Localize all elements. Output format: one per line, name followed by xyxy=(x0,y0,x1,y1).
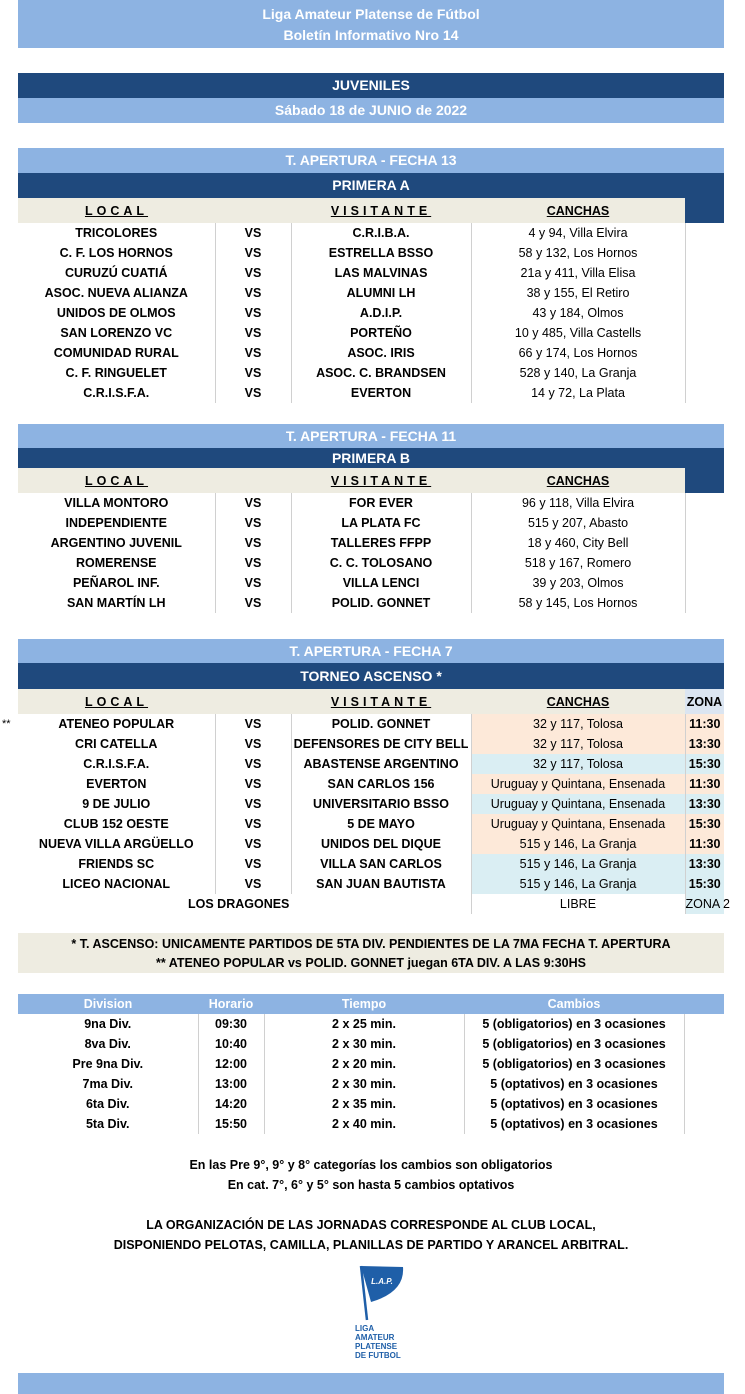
local-team: UNIDOS DE OLMOS xyxy=(18,303,215,323)
canchas-header: CANCHAS xyxy=(471,468,685,493)
local-team: CLUB 152 OESTE xyxy=(18,814,215,834)
libre-zona: ZONA 2 xyxy=(685,894,724,914)
primera-b-fixture-table xyxy=(18,468,724,613)
vs-label: VS xyxy=(215,854,291,874)
canchas-header: CANCHAS xyxy=(471,689,685,714)
visitante-header: VISITANTE xyxy=(291,468,471,493)
cancha-address: 58 y 132, Los Hornos xyxy=(471,243,685,263)
cancha-address: 58 y 145, Los Hornos xyxy=(471,593,685,613)
visiting-team: ASOC. IRIS xyxy=(291,343,471,363)
local-team: CURUZÚ CUATIÁ xyxy=(18,263,215,283)
cancha-address: Uruguay y Quintana, Ensenada xyxy=(471,814,685,834)
cancha-address: 43 y 184, Olmos xyxy=(471,303,685,323)
cancha-address: 515 y 207, Abasto xyxy=(471,513,685,533)
vs-label: VS xyxy=(215,513,291,533)
cancha-address: 18 y 460, City Bell xyxy=(471,533,685,553)
match-time: 11:30 xyxy=(685,834,724,854)
local-team: VILLA MONTORO xyxy=(18,493,215,513)
match-row xyxy=(18,874,724,894)
cancha-address: 515 y 146, La Granja xyxy=(471,874,685,894)
local-header: LOCAL xyxy=(18,468,215,493)
visiting-team: LAS MALVINAS xyxy=(291,263,471,283)
cambios-cell: 5 (obligatorios) en 3 ocasiones xyxy=(464,1034,684,1054)
schedule-table xyxy=(18,994,724,1134)
note-ascenso: * T. ASCENSO: UNICAMENTE PARTIDOS DE 5TA DIV. PENDIENTES DE LA 7MA FECHA T. APERTURA xyxy=(71,937,671,951)
vs-label: VS xyxy=(215,343,291,363)
horario-cell: 13:00 xyxy=(198,1074,264,1094)
match-time: 15:30 xyxy=(685,874,724,894)
visiting-team: VILLA SAN CARLOS xyxy=(291,854,471,874)
cancha-address: 39 y 203, Olmos xyxy=(471,573,685,593)
cambios-cell: 5 (optativos) en 3 ocasiones xyxy=(464,1114,684,1134)
horario-cell: 10:40 xyxy=(198,1034,264,1054)
horario-cell: 15:50 xyxy=(198,1114,264,1134)
primera-b-fecha: T. APERTURA - FECHA 11 xyxy=(18,424,724,448)
match-row xyxy=(18,513,724,533)
vs-label: VS xyxy=(215,263,291,283)
visiting-team: TALLERES FFPP xyxy=(291,533,471,553)
visiting-team: C.R.I.B.A. xyxy=(291,223,471,243)
visiting-team: LA PLATA FC xyxy=(291,513,471,533)
vs-label: VS xyxy=(215,283,291,303)
schedule-row xyxy=(18,1094,724,1114)
vs-label: VS xyxy=(215,223,291,243)
cambios-cell: 5 (optativos) en 3 ocasiones xyxy=(464,1074,684,1094)
match-time: 11:30 xyxy=(685,774,724,794)
vs-label: VS xyxy=(215,834,291,854)
cancha-address: 14 y 72, La Plata xyxy=(471,383,685,403)
tiempo-cell: 2 x 30 min. xyxy=(264,1074,464,1094)
cancha-address: 66 y 174, Los Hornos xyxy=(471,343,685,363)
tiempo-cell: 2 x 30 min. xyxy=(264,1034,464,1054)
vs-label: VS xyxy=(215,573,291,593)
match-row xyxy=(18,223,724,243)
tiempo-cell: 2 x 40 min. xyxy=(264,1114,464,1134)
cancha-address: 32 y 117, Tolosa xyxy=(471,734,685,754)
notes-box xyxy=(18,933,724,973)
cancha-address: Uruguay y Quintana, Ensenada xyxy=(471,794,685,814)
cancha-address: 21a y 411, Villa Elisa xyxy=(471,263,685,283)
local-team: C. F. LOS HORNOS xyxy=(18,243,215,263)
local-header: LOCAL xyxy=(18,689,215,714)
organization-notes xyxy=(18,1215,724,1255)
division-header: Division xyxy=(18,994,198,1014)
primera-a-fixture-table xyxy=(18,198,724,403)
cancha-address: 10 y 485, Villa Castells xyxy=(471,323,685,343)
horario-cell: 14:20 xyxy=(198,1094,264,1114)
table-header xyxy=(18,198,724,223)
local-team: ARGENTINO JUVENIL xyxy=(18,533,215,553)
cambios-obligatorios-note: En las Pre 9°, 9° y 8° categorías los cambios son obligatorios xyxy=(189,1158,553,1172)
vs-label: VS xyxy=(215,774,291,794)
bulletin-number: Boletín Informativo Nro 14 xyxy=(283,27,459,43)
cancha-address: 4 y 94, Villa Elvira xyxy=(471,223,685,243)
local-team: NUEVA VILLA ARGÜELLO xyxy=(18,834,215,854)
visiting-team: ABASTENSE ARGENTINO xyxy=(291,754,471,774)
cambios-header: Cambios xyxy=(464,994,684,1014)
match-row xyxy=(18,283,724,303)
visiting-team: A.D.I.P. xyxy=(291,303,471,323)
vs-label: VS xyxy=(215,814,291,834)
local-team: INDEPENDIENTE xyxy=(18,513,215,533)
libre-label: LIBRE xyxy=(471,894,685,914)
division-cell: 5ta Div. xyxy=(18,1114,198,1134)
logo-text-line: PLATENSE xyxy=(355,1342,398,1351)
logo-text-line: AMATEUR xyxy=(355,1333,395,1342)
vs-label: VS xyxy=(215,303,291,323)
vs-label: VS xyxy=(215,323,291,343)
division-cell: 8va Div. xyxy=(18,1034,198,1054)
local-team: ASOC. NUEVA ALIANZA xyxy=(18,283,215,303)
match-row xyxy=(18,794,724,814)
local-team: CRI CATELLA xyxy=(18,734,215,754)
schedule-header xyxy=(18,994,724,1014)
visiting-team: SAN CARLOS 156 xyxy=(291,774,471,794)
horario-cell: 12:00 xyxy=(198,1054,264,1074)
horario-cell: 09:30 xyxy=(198,1014,264,1034)
visiting-team: ESTRELLA BSSO xyxy=(291,243,471,263)
tiempo-cell: 2 x 25 min. xyxy=(264,1014,464,1034)
match-row xyxy=(18,553,724,573)
cancha-address: 528 y 140, La Granja xyxy=(471,363,685,383)
cancha-address: 38 y 155, El Retiro xyxy=(471,283,685,303)
match-row xyxy=(18,714,724,734)
schedule-row xyxy=(18,1074,724,1094)
horario-header: Horario xyxy=(198,994,264,1014)
vs-label: VS xyxy=(215,553,291,573)
match-row xyxy=(18,383,724,403)
match-row xyxy=(18,363,724,383)
bulletin-header xyxy=(18,0,724,48)
visiting-team: POLID. GONNET xyxy=(291,593,471,613)
cancha-address: 515 y 146, La Granja xyxy=(471,854,685,874)
local-team: EVERTON xyxy=(18,774,215,794)
visitante-header: VISITANTE xyxy=(291,198,471,223)
organization-line-1: LA ORGANIZACIÓN DE LAS JORNADAS CORRESPONDE AL CLUB LOCAL, xyxy=(146,1218,596,1232)
visiting-team: EVERTON xyxy=(291,383,471,403)
local-team: ROMERENSE xyxy=(18,553,215,573)
vs-label: VS xyxy=(215,363,291,383)
local-team: LICEO NACIONAL xyxy=(18,874,215,894)
visiting-team: POLID. GONNET xyxy=(291,714,471,734)
vs-label: VS xyxy=(215,383,291,403)
local-team: SAN MARTÍN LH xyxy=(18,593,215,613)
visiting-team: ALUMNI LH xyxy=(291,283,471,303)
local-team: 9 DE JULIO xyxy=(18,794,215,814)
table-header xyxy=(18,689,724,714)
vs-label: VS xyxy=(215,493,291,513)
canchas-header: CANCHAS xyxy=(471,198,685,223)
match-row xyxy=(18,343,724,363)
cambios-notes xyxy=(18,1155,724,1195)
cancha-address: 518 y 167, Romero xyxy=(471,553,685,573)
schedule-row xyxy=(18,1054,724,1074)
visiting-team: DEFENSORES DE CITY BELL xyxy=(291,734,471,754)
zona-header: ZONA xyxy=(685,689,724,714)
match-time: 15:30 xyxy=(685,754,724,774)
cancha-address: 32 y 117, Tolosa xyxy=(471,714,685,734)
local-team: C. F. RINGUELET xyxy=(18,363,215,383)
ascenso-division: TORNEO ASCENSO * xyxy=(18,663,724,689)
match-row xyxy=(18,493,724,513)
division-cell: 7ma Div. xyxy=(18,1074,198,1094)
table-header xyxy=(18,468,724,493)
schedule-row xyxy=(18,1014,724,1034)
vs-label: VS xyxy=(215,593,291,613)
visiting-team: UNIVERSITARIO BSSO xyxy=(291,794,471,814)
logo-text-line: DE FUTBOL xyxy=(355,1351,401,1360)
match-row xyxy=(18,323,724,343)
match-row xyxy=(18,814,724,834)
cambios-cell: 5 (obligatorios) en 3 ocasiones xyxy=(464,1054,684,1074)
visitante-header: VISITANTE xyxy=(291,689,471,714)
league-logo xyxy=(355,1262,415,1372)
visiting-team: SAN JUAN BAUTISTA xyxy=(291,874,471,894)
match-row xyxy=(18,774,724,794)
primera-a-division: PRIMERA A xyxy=(18,173,724,198)
visiting-team: PORTEÑO xyxy=(291,323,471,343)
match-time: 15:30 xyxy=(685,814,724,834)
visiting-team: ASOC. C. BRANDSEN xyxy=(291,363,471,383)
flag-icon xyxy=(355,1262,415,1322)
local-team: TRICOLORES xyxy=(18,223,215,243)
cancha-address: 96 y 118, Villa Elvira xyxy=(471,493,685,513)
note-ateneo: ** ATENEO POPULAR vs POLID. GONNET juegan 6TA DIV. A LAS 9:30HS xyxy=(156,956,586,970)
tiempo-header: Tiempo xyxy=(264,994,464,1014)
cancha-address: 515 y 146, La Granja xyxy=(471,834,685,854)
match-row xyxy=(18,854,724,874)
match-row xyxy=(18,754,724,774)
category-date: Sábado 18 de JUNIO de 2022 xyxy=(18,98,724,123)
local-team: SAN LORENZO VC xyxy=(18,323,215,343)
libre-row xyxy=(18,894,724,914)
vs-label: VS xyxy=(215,243,291,263)
tiempo-cell: 2 x 20 min. xyxy=(264,1054,464,1074)
match-row xyxy=(18,263,724,283)
vs-label: VS xyxy=(215,794,291,814)
match-time: 13:30 xyxy=(685,794,724,814)
visiting-team: 5 DE MAYO xyxy=(291,814,471,834)
visiting-team: UNIDOS DEL DIQUE xyxy=(291,834,471,854)
match-time: 13:30 xyxy=(685,734,724,754)
match-time: 13:30 xyxy=(685,854,724,874)
local-team: PEÑAROL INF. xyxy=(18,573,215,593)
match-row xyxy=(18,243,724,263)
tiempo-cell: 2 x 35 min. xyxy=(264,1094,464,1114)
footer-band xyxy=(18,1373,724,1394)
local-header: LOCAL xyxy=(18,198,215,223)
libre-team: LOS DRAGONES xyxy=(18,894,471,914)
vs-label: VS xyxy=(215,533,291,553)
match-row xyxy=(18,533,724,553)
visiting-team: C. C. TOLOSANO xyxy=(291,553,471,573)
schedule-row xyxy=(18,1034,724,1054)
visiting-team: FOR EVER xyxy=(291,493,471,513)
logo-flag-text: L.A.P. xyxy=(371,1277,393,1286)
match-row xyxy=(18,573,724,593)
primera-a-fecha: T. APERTURA - FECHA 13 xyxy=(18,148,724,173)
local-team: ATENEO POPULAR xyxy=(18,714,215,734)
schedule-row xyxy=(18,1114,724,1134)
match-row xyxy=(18,303,724,323)
primera-b-division: PRIMERA B xyxy=(18,448,724,468)
match-row xyxy=(18,734,724,754)
vs-label: VS xyxy=(215,754,291,774)
cancha-address: 32 y 117, Tolosa xyxy=(471,754,685,774)
league-name: Liga Amateur Platense de Fútbol xyxy=(262,6,480,22)
ascenso-fixture-table xyxy=(18,689,730,914)
logo-text xyxy=(355,1324,415,1360)
cambios-optativos-note: En cat. 7°, 6° y 5° son hasta 5 cambios optativos xyxy=(227,1178,515,1192)
division-cell: 6ta Div. xyxy=(18,1094,198,1114)
match-time: 11:30 xyxy=(685,714,724,734)
local-team: C.R.I.S.F.A. xyxy=(18,754,215,774)
visiting-team: VILLA LENCI xyxy=(291,573,471,593)
division-cell: Pre 9na Div. xyxy=(18,1054,198,1074)
vs-label: VS xyxy=(215,874,291,894)
vs-label: VS xyxy=(215,714,291,734)
cambios-cell: 5 (obligatorios) en 3 ocasiones xyxy=(464,1014,684,1034)
logo-text-line: LIGA xyxy=(355,1324,375,1333)
cancha-address: Uruguay y Quintana, Ensenada xyxy=(471,774,685,794)
organization-line-2: DISPONIENDO PELOTAS, CAMILLA, PLANILLAS DE PARTIDO Y ARANCEL ARBITRAL. xyxy=(113,1238,629,1252)
cambios-cell: 5 (optativos) en 3 ocasiones xyxy=(464,1094,684,1114)
vs-label: VS xyxy=(215,734,291,754)
division-cell: 9na Div. xyxy=(18,1014,198,1034)
match-row xyxy=(18,593,724,613)
ascenso-fecha: T. APERTURA - FECHA 7 xyxy=(18,639,724,663)
local-team: C.R.I.S.F.A. xyxy=(18,383,215,403)
category-title: JUVENILES xyxy=(18,73,724,98)
local-team: FRIENDS SC xyxy=(18,854,215,874)
local-team: COMUNIDAD RURAL xyxy=(18,343,215,363)
match-row xyxy=(18,834,724,854)
match-footnote-mark: ** xyxy=(2,718,11,730)
